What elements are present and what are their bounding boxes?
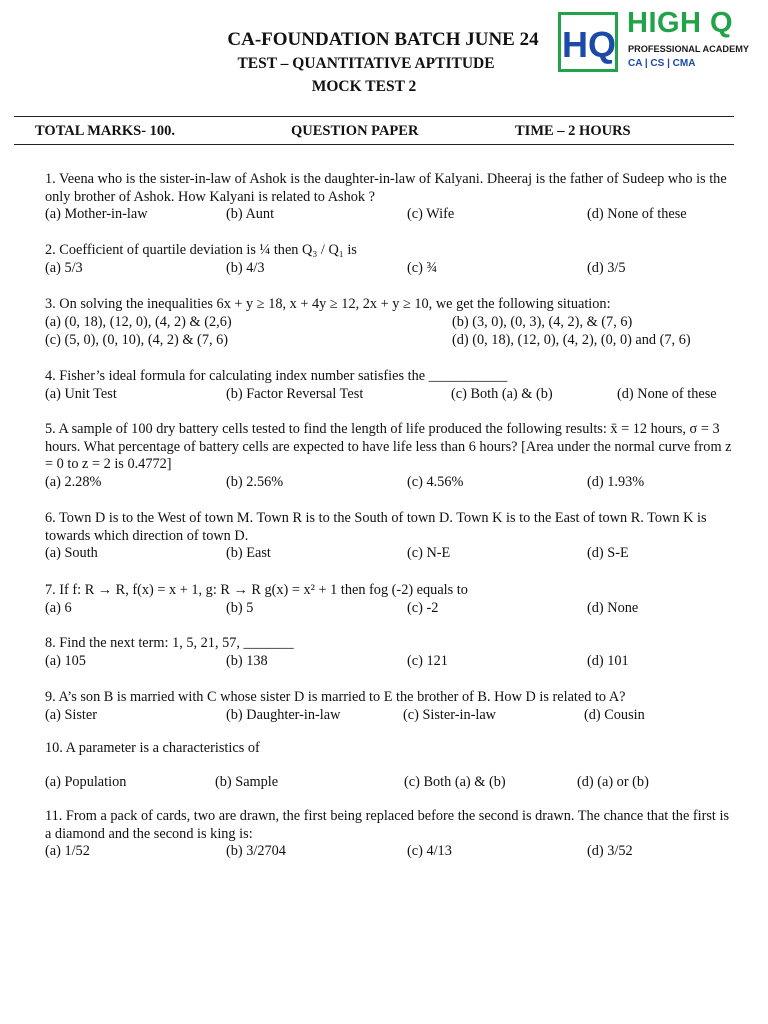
question-text: 5. A sample of 100 dry battery cells tested to find the length of life produced the following results: x̄ = 12 hours, σ = 3 hours. What percentage of battery cells are expected to have life less than 6 hours? [Area under the normal curve from z = 0 to z = 2 is 0.4772] <box>45 421 736 473</box>
option-a: (a) Unit Test <box>45 385 117 402</box>
option-c: (c) Both (a) & (b) <box>404 773 506 790</box>
options-row <box>45 545 735 563</box>
option-c: (c) 4/13 <box>407 843 452 860</box>
question-text: 1. Veena who is the sister-in-law of Ashok is the daughter-in-law of Kalyani. Dheeraj is the father of Sudeep who is the only brother of Ashok. How Kalyani is related to Ashok ? <box>45 171 731 205</box>
option-b: (b) Aunt <box>226 206 275 223</box>
paper-type: QUESTION PAPER <box>291 123 419 139</box>
question-10 <box>45 740 735 792</box>
option-a: (a) South <box>45 545 98 562</box>
option-d: (d) (a) or (b) <box>577 773 649 790</box>
options-row <box>45 386 735 404</box>
option-b: (b) Daughter-in-law <box>226 706 341 723</box>
options-grid <box>45 314 735 350</box>
question-text: 7. If f: R → R, f(x) = x + 1, g: R → R g(x) = x² + 1 then fog (-2) equals to <box>45 582 468 598</box>
total-marks: TOTAL MARKS- 100. <box>35 123 176 139</box>
logo-brand-name: HIGH Q <box>627 7 734 39</box>
option-a: (a) Mother-in-law <box>45 206 148 223</box>
option-a: (a) 1/52 <box>45 843 90 860</box>
option-d: (d) S-E <box>587 545 629 562</box>
options-row <box>45 774 735 792</box>
option-d: (d) 3/52 <box>587 843 633 860</box>
option-c: (c) (5, 0), (0, 10), (4, 2) & (7, 6) <box>45 331 229 348</box>
question-text: 4. Fisher’s ideal formula for calculating index number satisfies the ___________ <box>45 368 508 384</box>
option-a: (a) 6 <box>45 599 72 616</box>
option-b: (b) 3/2704 <box>226 843 286 860</box>
question-2 <box>45 242 735 278</box>
time-allowed: TIME – 2 HOURS <box>515 123 631 139</box>
options-row <box>45 474 735 492</box>
question-text: 11. From a pack of cards, two are drawn, the first being replaced before the second is drawn. The chance that the first is a diamond and the second is king is: <box>45 808 733 842</box>
question-text: 2. Coefficient of quartile deviation is ¼ then Q₃ / Q₁ is <box>45 242 357 258</box>
question-9 <box>45 689 735 725</box>
question-1 <box>45 171 735 224</box>
option-b: (b) East <box>226 545 271 562</box>
option-a: (a) 2.28% <box>45 473 102 490</box>
option-b: (b) 2.56% <box>226 473 284 490</box>
option-a: (a) Sister <box>45 706 98 723</box>
test-subtitle: TEST – QUANTITATIVE APTITUDE <box>237 55 495 72</box>
question-text: 3. On solving the inequalities 6x + y ≥ 18, x + 4y ≥ 12, 2x + y ≥ 10, we get the following situation: <box>45 296 611 312</box>
options-row <box>45 260 735 278</box>
question-text: 8. Find the next term: 1, 5, 21, 57, _______ <box>45 635 294 651</box>
option-c: (c) Wife <box>407 206 455 223</box>
option-b: (b) 5 <box>226 599 254 616</box>
option-a: (a) 105 <box>45 652 86 669</box>
hq-mark-text: HQ <box>562 24 616 65</box>
option-d: (d) None of these <box>587 206 687 223</box>
option-c: (c) 121 <box>407 652 448 669</box>
option-b: (b) 4/3 <box>226 259 265 276</box>
option-c: (c) ¾ <box>407 259 438 276</box>
option-c: (c) 4.56% <box>407 473 464 490</box>
question-4 <box>45 368 735 404</box>
option-c: (c) Sister-in-law <box>403 706 497 723</box>
option-c: (c) N-E <box>407 545 451 562</box>
options-row <box>45 707 735 725</box>
high-q-logo <box>558 7 758 74</box>
hq-logo-mark-icon <box>558 12 618 72</box>
question-text: 10. A parameter is a characteristics of <box>45 740 260 756</box>
option-a: (a) (0, 18), (12, 0), (4, 2) & (2,6) <box>45 313 232 330</box>
question-3 <box>45 296 735 350</box>
question-5 <box>45 421 735 492</box>
option-b: (b) 138 <box>226 652 268 669</box>
options-row <box>45 843 735 861</box>
question-text: 9. A’s son B is married with C whose sister D is married to E the brother of B. How D is related to A? <box>45 689 626 705</box>
option-c: (c) Both (a) & (b) <box>451 385 553 402</box>
option-d: (d) Cousin <box>584 706 645 723</box>
option-d: (d) 101 <box>587 652 629 669</box>
option-d: (d) (0, 18), (12, 0), (4, 2), (0, 0) and (7, 6) <box>452 331 691 348</box>
batch-title: CA-FOUNDATION BATCH JUNE 24 <box>227 29 539 50</box>
option-d: (d) 1.93% <box>587 473 645 490</box>
option-b: (b) Sample <box>215 773 279 790</box>
question-11 <box>45 808 735 861</box>
option-b: (b) (3, 0), (0, 3), (4, 2), & (7, 6) <box>452 313 633 330</box>
mock-test-label: MOCK TEST 2 <box>311 78 417 95</box>
logo-tagline: PROFESSIONAL ACADEMY <box>628 44 749 54</box>
options-row <box>45 600 735 618</box>
options-row <box>45 653 735 671</box>
option-d: (d) 3/5 <box>587 259 626 276</box>
bottom-rule <box>14 144 734 145</box>
options-row <box>45 206 735 224</box>
question-6 <box>45 510 735 563</box>
option-a: (a) 5/3 <box>45 259 83 276</box>
question-text: 6. Town D is to the West of town M. Town R is to the South of town D. Town K is to the East of town R. Town K is towards which direction of town D. <box>45 510 711 544</box>
option-d: (d) None <box>587 599 639 616</box>
option-b: (b) Factor Reversal Test <box>226 385 364 402</box>
question-7 <box>45 582 735 618</box>
top-rule <box>14 116 734 117</box>
question-8 <box>45 635 735 671</box>
logo-courses: CA | CS | CMA <box>628 58 696 69</box>
option-d: (d) None of these <box>617 385 717 402</box>
option-c: (c) -2 <box>407 599 439 616</box>
option-a: (a) Population <box>45 773 127 790</box>
